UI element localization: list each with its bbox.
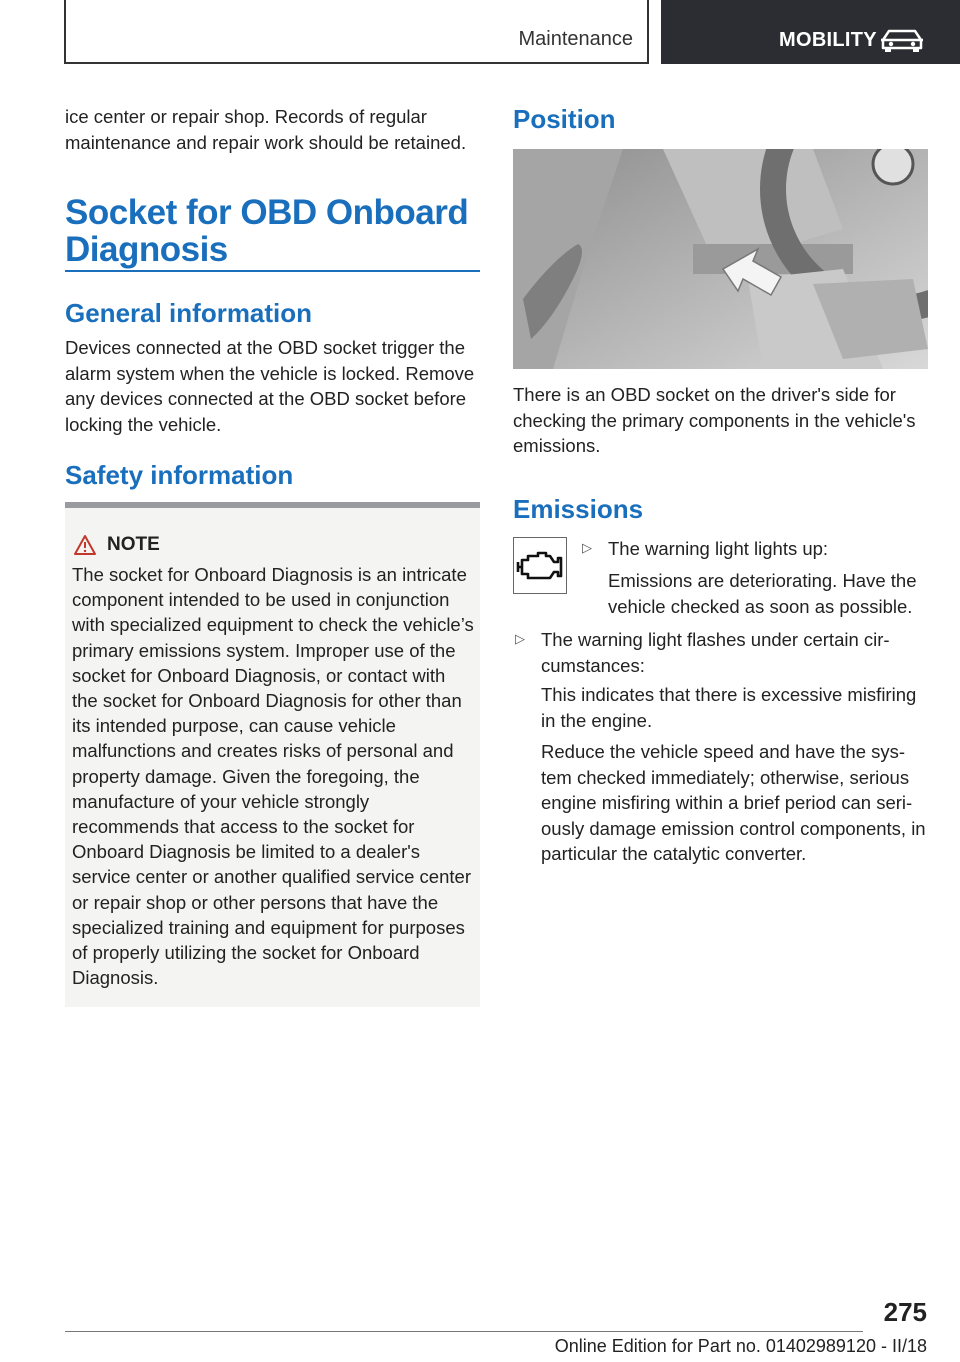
item1-title: The warning light lights up:	[608, 538, 829, 559]
bullet-marker: ▷	[515, 631, 525, 646]
general-text: Devices connected at the OBD socket trigger the alarm system when the vehicle is locked. Remove any devices connected at the OBD socket before locking the vehicle.	[65, 337, 475, 435]
note-text: The socket for Onboard Diagnosis is an intricate component intended to be used in conjunction with specialized equipment to check the vehicle’s primary emissions system. Improper use of the socket for Onboard Diagnosis, or contact with the socket for Onboard Diagnosis for other than its intended purpose, can cause vehicle malfunctions and creates risks of personal and property damage. Given the foregoing, the manufacture of your vehicle strongly recommends that access to the socket for Onboard Diagnosis be limited to a dealer's service center or another qualified service center or repair shop or other persons that have the specialized training and equipment for purposes of properly utilizing the socket for Onboard Diagnosis.	[72, 564, 474, 989]
position-heading: Position	[513, 104, 616, 134]
position-text: There is an OBD socket on the driver's side for checking the primary components in the vehicle's emissions.	[513, 384, 916, 456]
emissions-heading: Emissions	[513, 494, 644, 524]
section-title-line1: Socket for OBD Onboard	[65, 193, 469, 232]
general-heading: General information	[65, 298, 313, 328]
item2-title: The warning light flashes under certain circumstances:	[541, 629, 890, 676]
bullet-marker: ▷	[582, 540, 592, 555]
obd-photo-illustration	[513, 149, 928, 369]
note-box	[65, 502, 480, 1007]
title-divider	[65, 270, 480, 272]
engine-warning-icon-box	[513, 537, 567, 594]
item2-text1: This indicates that there is excessive misfiring in the engine.	[541, 684, 917, 731]
item1-text: Emissions are deteriorating. Have the vehicle checked as soon as possible.	[608, 570, 917, 617]
engine-warning-icon	[514, 538, 566, 593]
intro-text: ice center or repair shop. Records of regular maintenance and repair work should be retained.	[65, 106, 467, 153]
warning-icon	[73, 534, 97, 556]
header-section-tab	[64, 0, 649, 64]
car-icon	[879, 28, 925, 52]
header-chapter-tab	[661, 0, 960, 64]
position-paragraph	[513, 382, 928, 459]
header-chapter-label: MOBILITY	[779, 29, 877, 51]
note-label: NOTE	[107, 534, 160, 555]
intro-paragraph	[65, 104, 480, 155]
section-title	[65, 194, 480, 268]
obd-socket-photo	[513, 149, 928, 369]
safety-heading: Safety information	[65, 460, 294, 490]
header-section-label: Maintenance	[518, 28, 633, 50]
page-number: 275	[883, 1297, 927, 1327]
footer-divider	[65, 1331, 863, 1332]
footer-edition: Online Edition for Part no. 01402989120 - II/18	[554, 1336, 927, 1356]
section-title-line2: Diagnosis	[65, 230, 228, 269]
general-paragraph	[65, 335, 480, 437]
item2-text2: Reduce the vehicle speed and have the system checked immediately; otherwise, serious engine misfiring within a brief period can seriously damage emission control components, in particular the catalytic converter.	[541, 741, 926, 864]
